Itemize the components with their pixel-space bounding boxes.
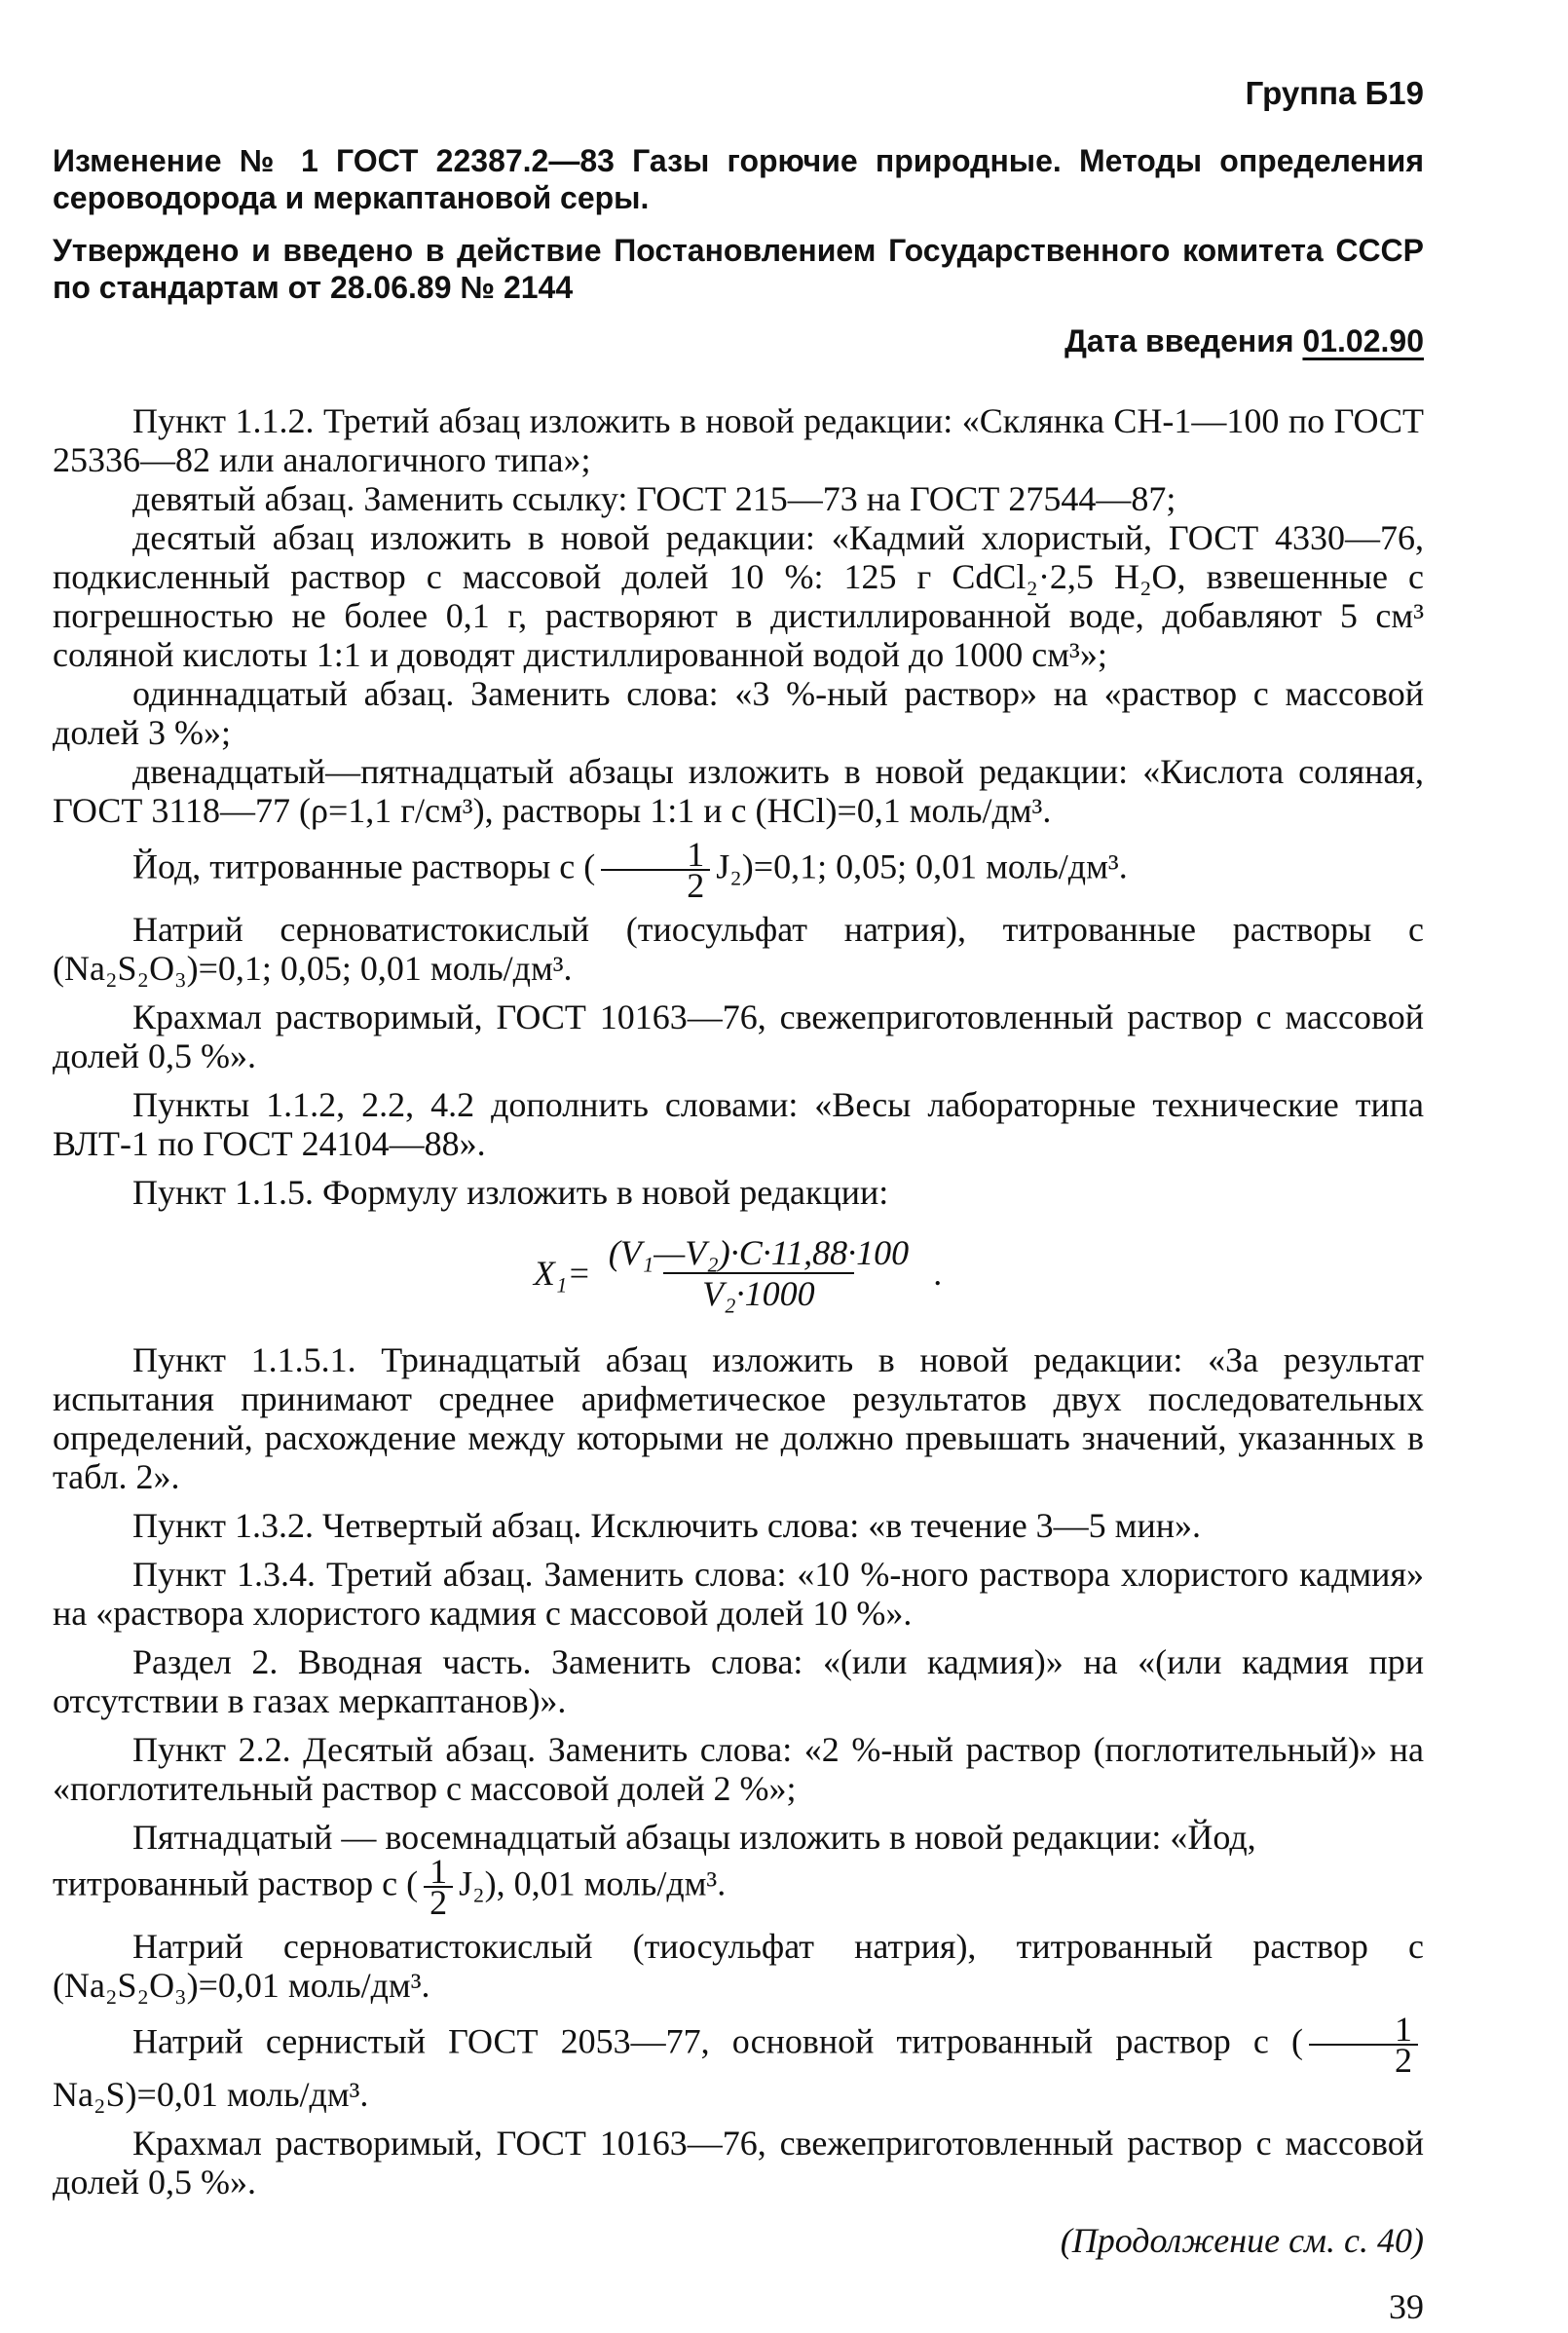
paragraph: Крахмал растворимый, ГОСТ 10163—76, свежеприготовленный раствор с массовой долей 0,5 %». [53,997,1424,1075]
formula-period: . [934,1254,944,1293]
paragraph: Пункт 1.3.2. Четвертый абзац. Исключить слова: «в течение 3—5 мин». [132,1506,1201,1545]
iodine-text-end: J₂), 0,01 моль/дм³. [459,1863,727,1903]
sulfide-line [53,2010,1424,2114]
continuation-note: (Продолжение см. с. 40) [1060,2221,1424,2260]
iodine-text-end: J₂)=0,1; 0,05; 0,01 моль/дм³. [716,847,1128,886]
paragraph: одиннадцатый абзац. Заменить слова: «3 %-ный раствор» на «раствор с массовой долей 3 %»; [53,674,1424,752]
iodine-line [53,835,1424,905]
change-title: Изменение № 1 ГОСТ 22387.2—83 Газы горючие природные. Методы определения сероводорода и меркаптановой серы. [53,143,1424,215]
paragraph: двенадцатый—пятнадцатый абзацы изложить в новой редакции: «Кислота соляная, ГОСТ 3118—77 (ρ=1,1 г/см³), растворы 1:1 и с (HCl)=0,1 моль/дм³. [53,752,1424,830]
iodine-text: титрованный раствор с ( [53,1863,419,1903]
approval-text: Утверждено и введено в действие Постановлением Государственного комитета СССР по стандартам от 28.06.89 № 2144 [53,233,1424,305]
paragraph: Пункт 1.3.4. Третий абзац. Заменить слова: «10 %-ного раствора хлористого кадмия» на «раствора хлористого кадмия с массовой долей 10 %». [53,1555,1424,1633]
paragraph: Крахмал растворимый, ГОСТ 10163—76, свежеприготовленный раствор с массовой долей 0,5 %». [53,2124,1424,2201]
sulfide-text: Натрий сернистый ГОСТ 2053—77, основной титрованный раствор с ( [132,2021,1303,2061]
paragraph: Пункт 1.1.5.1. Тринадцатый абзац изложить в новой редакции: «За результат испытания принимают среднее арифметическое результатов двух последовательных определений, расхождение между которыми не должно превышать значений, указанных в табл. 2». [53,1340,1424,1496]
paragraph: Пункт 2.2. Десятый абзац. Заменить слова: «2 %-ный раствор (поглотительный)» на «поглотительный раствор с массовой долей 2 %»; [53,1730,1424,1808]
paragraph: Натрий серноватистокислый (тиосульфат натрия), титрованные растворы с (Na₂S₂O₃)=0,1; 0,05; 0,01 моль/дм³. [53,910,1424,988]
fraction-denominator: 2 [424,1886,453,1917]
sulfide-text-end: Na₂S)=0,01 моль/дм³. [53,2075,369,2114]
fraction [601,835,710,905]
page-number: 39 [1389,2287,1424,2326]
paragraph: Пункт 1.1.2. Третий абзац изложить в новой редакции: «Склянка СН-1—100 по ГОСТ 25336—82 или аналогичного типа»; [53,401,1424,479]
fraction [1309,2010,1418,2080]
fraction [424,1852,453,1922]
paragraph: Раздел 2. Вводная часть. Заменить слова: «(или кадмия)» на «(или кадмия при отсутствии в газах меркаптанов)». [53,1642,1424,1720]
formula-fraction [603,1233,915,1313]
fraction-numerator: 1 [1395,2010,1412,2049]
paragraph: Пункты 1.1.2, 2.2, 4.2 дополнить словами: «Весы лабораторные технические типа ВЛТ-1 по ГОСТ 24104—88». [53,1085,1424,1163]
effective-date [53,321,1424,360]
paragraph: Натрий серноватистокислый (тиосульфат натрия), титрованный раствор с (Na₂S₂O₃)=0,01 моль/дм³. [53,1927,1424,2005]
paragraph: Пятнадцатый — восемнадцатый абзацы изложить в новой редакции: «Йод, [132,1818,1256,1857]
iodine-text: Йод, титрованные растворы с ( [132,847,596,886]
date-label: Дата введения [1064,323,1294,358]
formula-lhs: X₁= [533,1254,591,1293]
formula [53,1233,1424,1313]
fraction-denominator: 2 [601,869,710,900]
group-label: Группа Б19 [1245,75,1424,111]
formula-numerator: (V₁—V₂)·C·11,88·100 [608,1233,910,1272]
fraction-numerator: 1 [429,1852,448,1891]
fraction-denominator: 2 [1309,2044,1418,2075]
paragraph: девятый абзац. Заменить ссылку: ГОСТ 215—73 на ГОСТ 27544—87; [132,479,1176,518]
formula-denominator: V₂·1000 [663,1272,854,1313]
paragraph: десятый абзац изложить в новой редакции: «Кадмий хлористый, ГОСТ 4330—76, подкисленный раствор с массовой долей 10 %: 125 г CdCl₂·2,5 H₂O, взвешенные с погрешностью не более 0,1 г, растворяют в дистиллированной воде, добавляют 5 см³ соляной кислоты 1:1 и доводят дистиллированной водой до 1000 см³»; [53,518,1424,674]
paragraph: Пункт 1.1.5. Формулу изложить в новой редакции: [132,1173,889,1212]
date-value: 01.02.90 [1302,323,1424,358]
fraction-numerator: 1 [687,835,705,874]
iodine-line [53,1852,1424,1922]
